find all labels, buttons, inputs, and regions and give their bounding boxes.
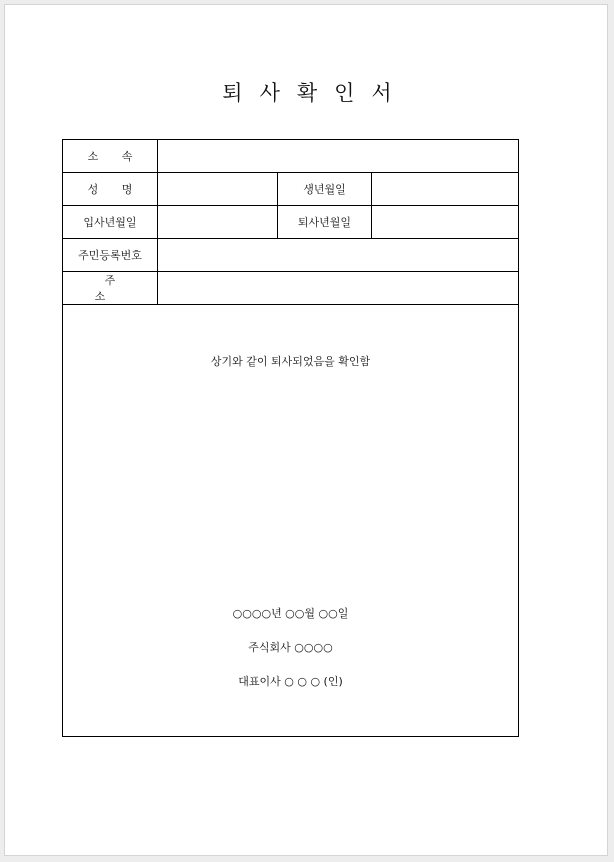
issue-date: ○○○○년 ○○월 ○○일 [232, 607, 349, 620]
name-value-cell[interactable] [158, 173, 278, 206]
name-row [63, 173, 519, 206]
resident-number-row [63, 239, 519, 272]
dates-row [63, 206, 519, 239]
address-value-cell[interactable] [158, 272, 519, 305]
address-label: 주 소 [63, 272, 158, 305]
address-row [63, 272, 519, 305]
confirmation-statement: 상기와 같이 퇴사되었음을 확인함 [210, 355, 371, 368]
document-title: 퇴사확인서 [222, 81, 409, 105]
name-label: 성 명 [63, 173, 158, 206]
affiliation-value-cell[interactable] [158, 140, 519, 173]
ceo-signature: 대표이사 ○ ○ ○ (인) [238, 675, 343, 688]
affiliation-label: 소 속 [63, 140, 158, 173]
resident-number-label: 주민등록번호 [63, 239, 158, 272]
birthdate-label: 생년월일 [278, 173, 372, 206]
hire-date-value-cell[interactable] [158, 206, 278, 239]
confirmation-body-cell [63, 305, 519, 737]
company-name: 주식회사 ○○○○ [248, 641, 333, 654]
birthdate-value-cell[interactable] [372, 173, 519, 206]
hire-date-label: 입사년월일 [63, 206, 158, 239]
leave-date-value-cell[interactable] [372, 206, 519, 239]
resident-number-value-cell[interactable] [158, 239, 519, 272]
document-page [4, 4, 608, 856]
affiliation-row [63, 140, 519, 173]
confirmation-body-row [63, 305, 519, 737]
leave-date-label: 퇴사년월일 [278, 206, 372, 239]
resignation-form-table [62, 139, 519, 737]
